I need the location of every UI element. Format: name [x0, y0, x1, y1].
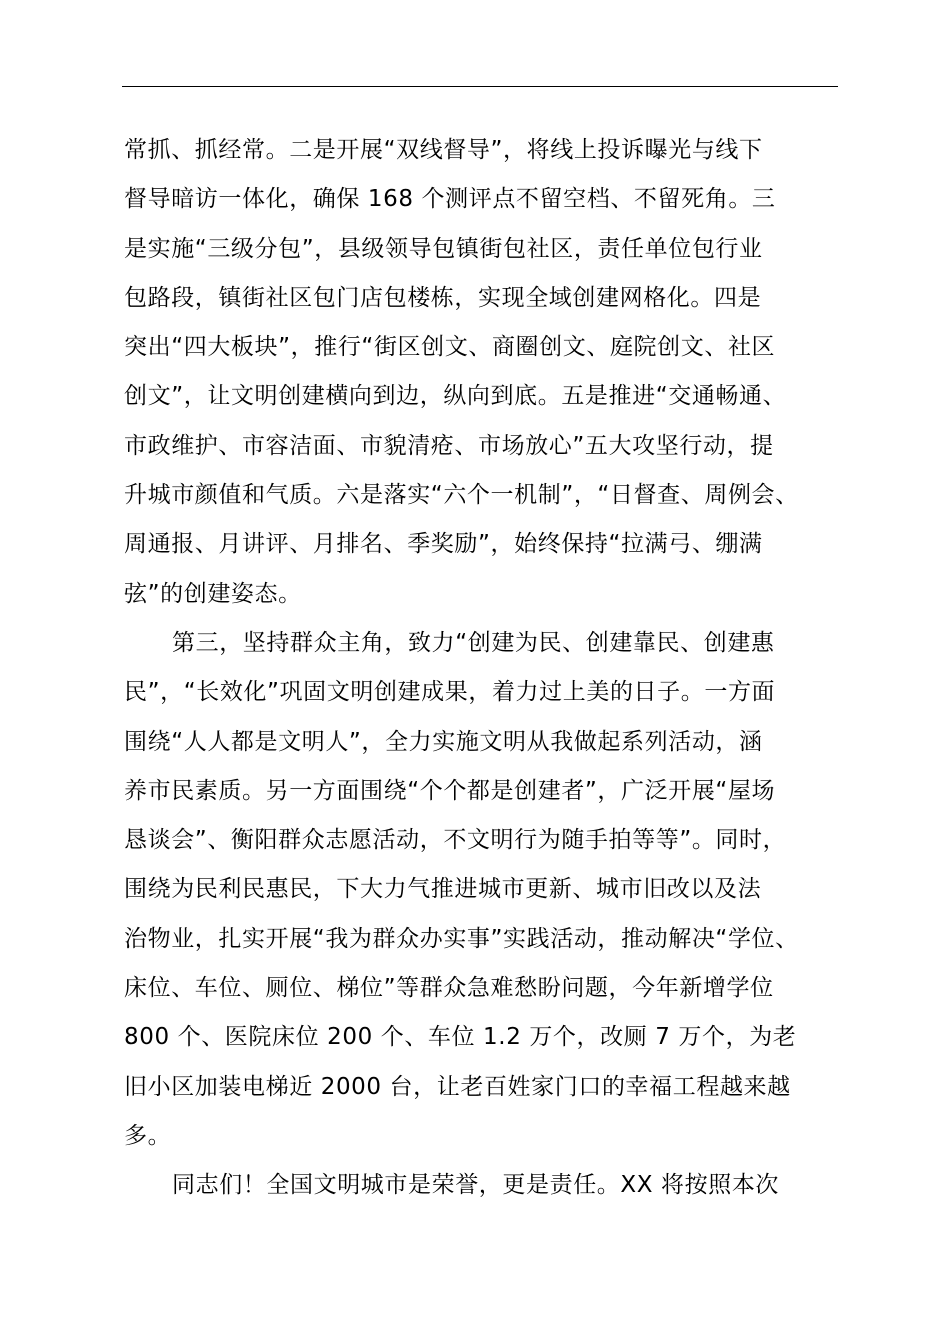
header-rule — [122, 86, 838, 87]
text-line: 多。 — [124, 1122, 172, 1149]
text-line: 旧小区加装电梯近 2000 台，让老百姓家门口的幸福工程越来越 — [124, 1073, 791, 1100]
text-line: 围绕为民利民惠民，下大力气推进城市更新、城市旧改以及法 — [124, 876, 762, 903]
text-line: 突出“四大板块”，推行“街区创文、商圈创文、庭院创文、社区 — [124, 334, 776, 361]
text-line: 督导暗访一体化，确保 168 个测评点不留空档、不留死角。三 — [124, 186, 776, 213]
text-line: 养市民素质。另一方面围绕“个个都是创建者”，广泛开展“屋场 — [124, 777, 776, 804]
text-line: 周通报、月讲评、月排名、季奖励”，始终保持“拉满弓、绷满 — [124, 531, 763, 558]
text-line: 是实施“三级分包”，县级领导包镇街包社区，责任单位包行业 — [124, 235, 763, 262]
text-line: 升城市颜值和气质。六是落实“六个一机制”，“日督查、周例会、 — [124, 482, 799, 509]
text-line: 常抓、抓经常。二是开展“双线督导”，将线上投诉曝光与线下 — [124, 137, 763, 163]
text-line: 弦”的创建姿态。 — [124, 580, 302, 607]
text-line: 治物业，扎实开展“我为群众办实事”实践活动，推动解决“学位、 — [124, 925, 799, 952]
text-line: 包路段，镇街社区包门店包楼栋，实现全域创建网格化。四是 — [124, 284, 762, 311]
text-line: 800 个、医院床位 200 个、车位 1.2 万个，改厕 7 万个，为老 — [124, 1024, 797, 1051]
document-body — [124, 126, 836, 1211]
paragraph-first-line: 同志们！全国文明城市是荣誉，更是责任。XX 将按照本次 — [172, 1172, 780, 1199]
text-line: 恳谈会”、衡阳群众志愿活动，不文明行为随手拍等等”。同时， — [124, 827, 787, 854]
text-line: 创文”，让文明创建横向到边，纵向到底。五是推进“交通畅通、 — [124, 383, 787, 410]
text-line: 床位、车位、厕位、梯位”等群众急难愁盼问题，今年新增学位 — [124, 975, 774, 1002]
paragraph-first-line: 第三，坚持群众主角，致力“创建为民、创建靠民、创建惠 — [172, 629, 775, 656]
text-line: 民”，“长效化”巩固文明创建成果，着力过上美的日子。一方面 — [124, 679, 776, 706]
text-line: 市政维护、市容洁面、市貌清疮、市场放心”五大攻坚行动，提 — [124, 432, 774, 459]
text-line: 围绕“人人都是文明人”，全力实施文明从我做起系列活动，涵 — [124, 728, 763, 755]
